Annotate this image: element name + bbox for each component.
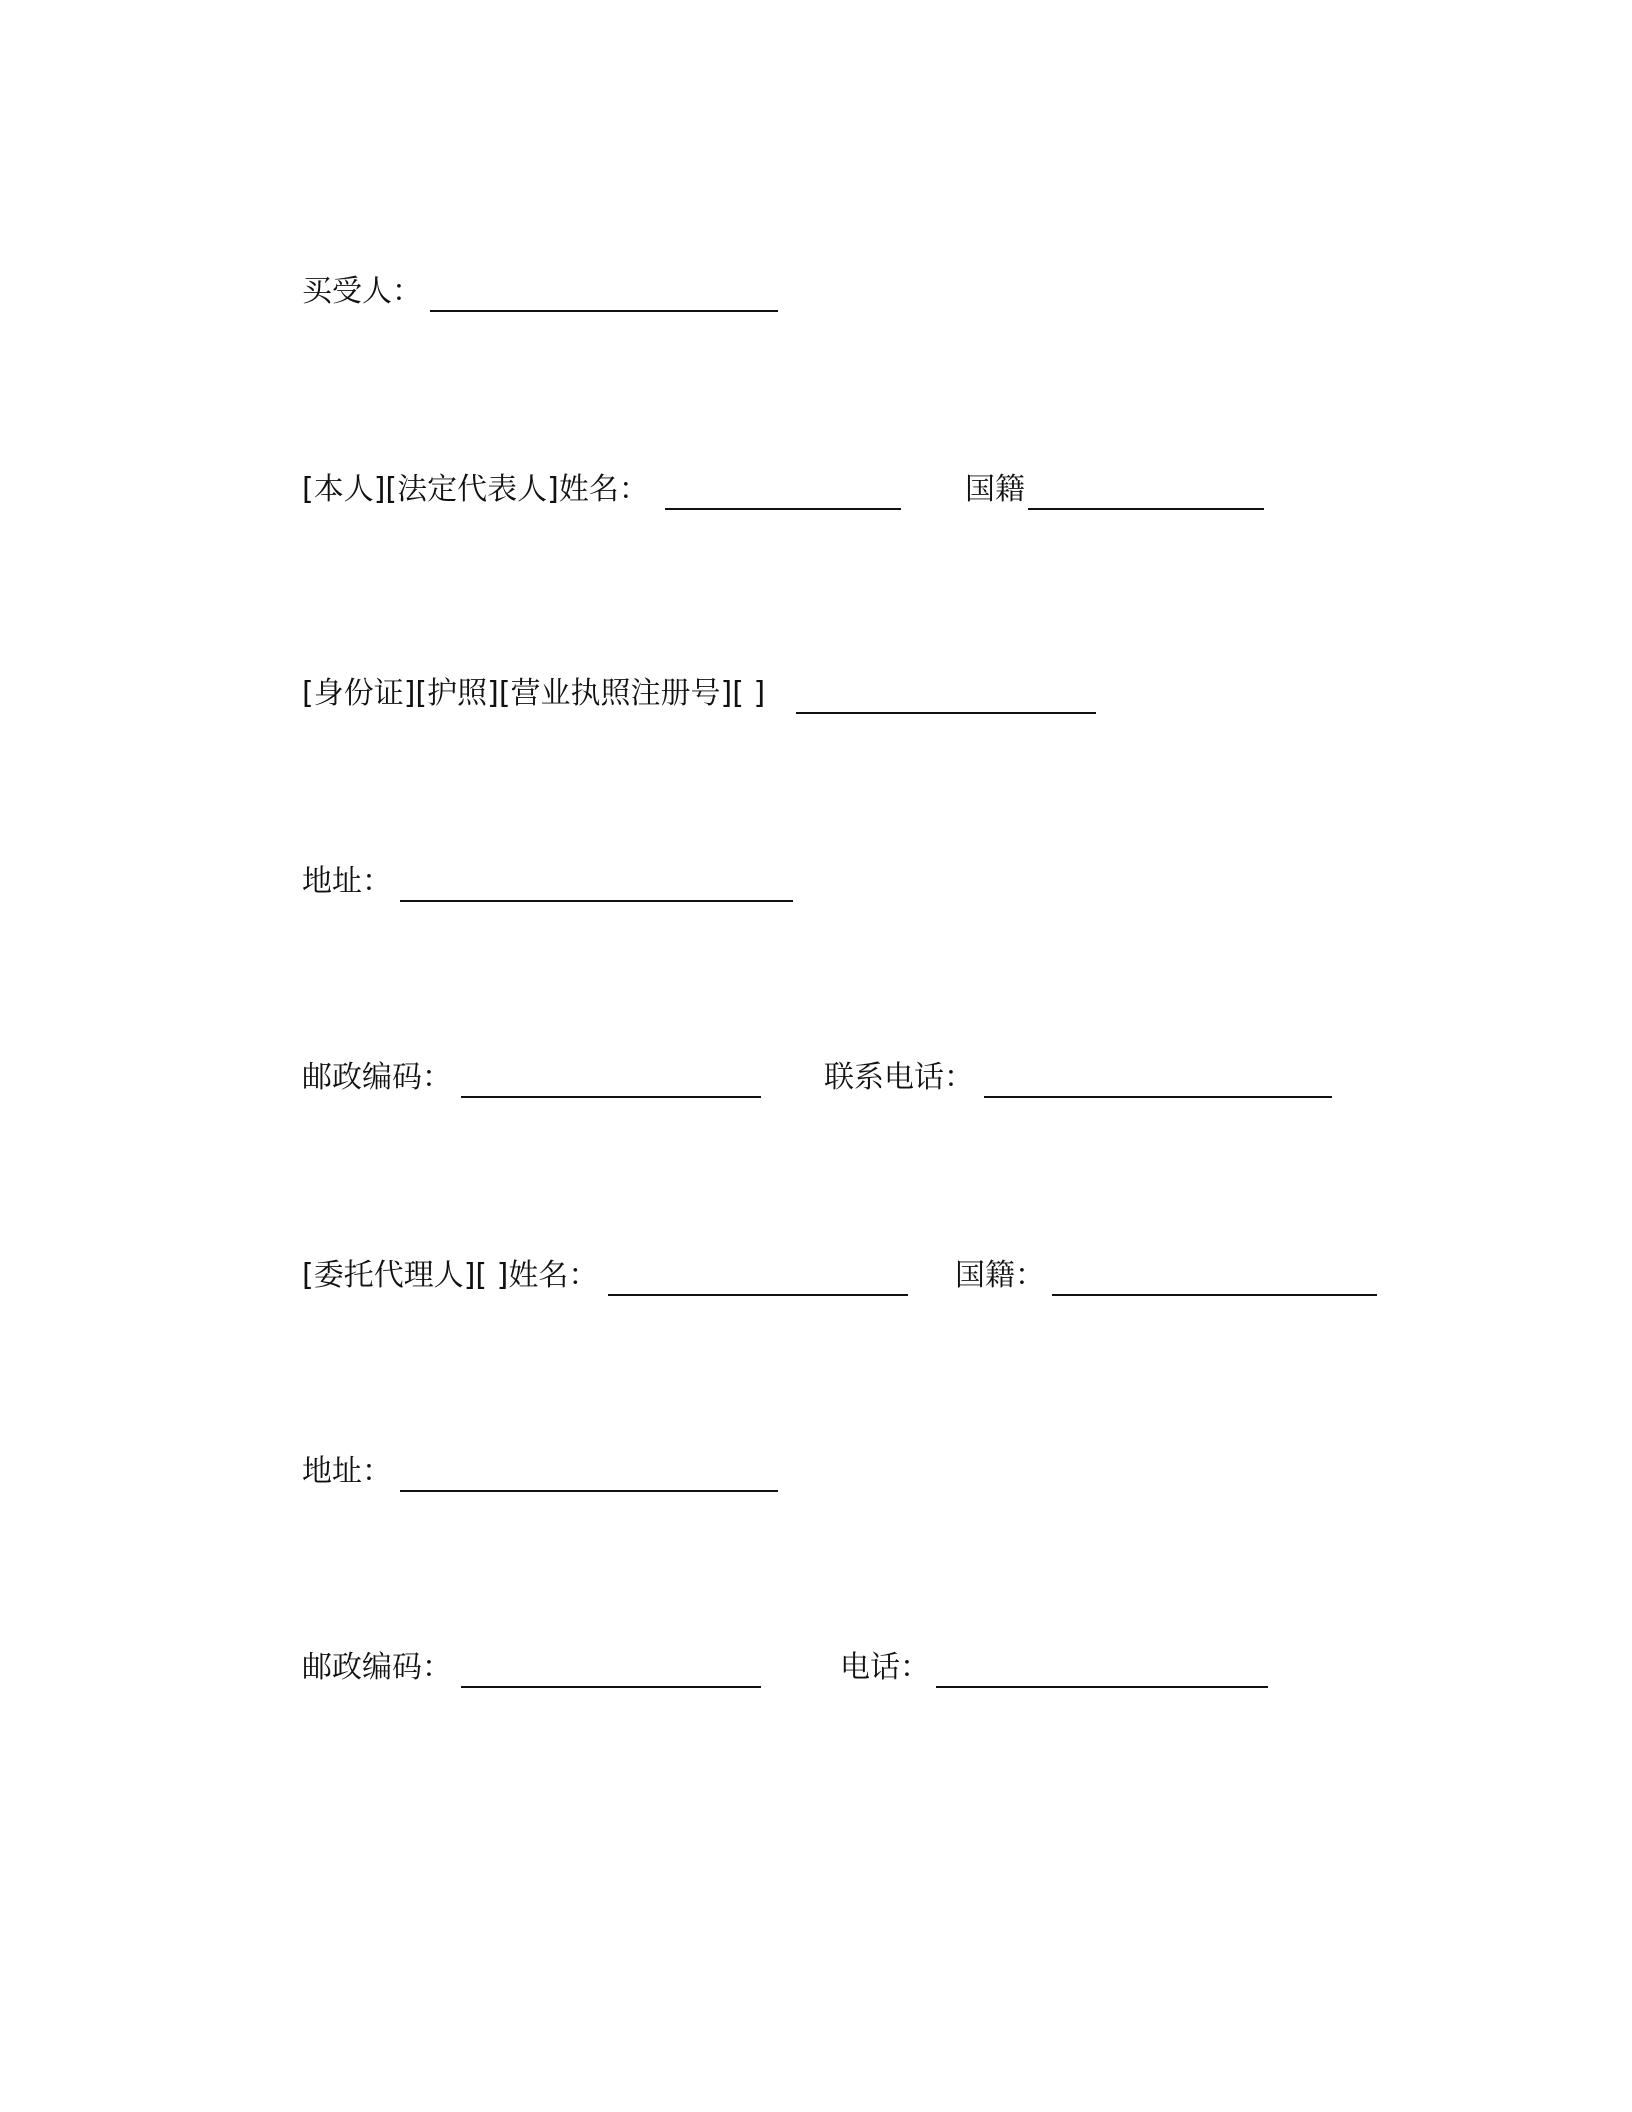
- representative-name-label: [本人][法定代表人]姓名：: [302, 472, 649, 507]
- agent-address-row: [0, 1452, 1632, 1512]
- postcode-phone-row: [0, 1058, 1632, 1118]
- agent-phone-label: 电话：: [840, 1650, 930, 1685]
- address-field[interactable]: [400, 900, 793, 902]
- buyer-field[interactable]: [430, 310, 778, 312]
- nationality-field[interactable]: [1028, 508, 1264, 510]
- representative-name-field[interactable]: [665, 508, 901, 510]
- id-type-label: [身份证][护照][营业执照注册号][ ]: [302, 676, 766, 711]
- address-row: [0, 862, 1632, 922]
- agent-postcode-phone-row: [0, 1648, 1632, 1708]
- agent-address-field[interactable]: [400, 1490, 778, 1492]
- agent-name-field[interactable]: [608, 1294, 908, 1296]
- postcode-label: 邮政编码：: [302, 1060, 452, 1095]
- postcode-field[interactable]: [461, 1096, 761, 1098]
- agent-postcode-field[interactable]: [461, 1686, 761, 1688]
- nationality-label: 国籍: [965, 472, 1025, 507]
- id-row: [0, 674, 1632, 734]
- buyer-label: 买受人：: [302, 274, 422, 309]
- agent-nationality-field[interactable]: [1052, 1294, 1377, 1296]
- contact-phone-field[interactable]: [984, 1096, 1332, 1098]
- contact-phone-label: 联系电话：: [824, 1060, 974, 1095]
- buyer-row: [0, 272, 1632, 332]
- representative-row: [0, 470, 1632, 530]
- agent-postcode-label: 邮政编码：: [302, 1650, 452, 1685]
- agent-row: [0, 1256, 1632, 1316]
- agent-address-label: 地址：: [302, 1454, 392, 1489]
- id-number-field[interactable]: [796, 712, 1096, 714]
- agent-nationality-label: 国籍：: [955, 1258, 1045, 1293]
- address-label: 地址：: [302, 864, 392, 899]
- agent-phone-field[interactable]: [936, 1686, 1268, 1688]
- agent-name-label: [委托代理人][ ]姓名：: [302, 1258, 599, 1293]
